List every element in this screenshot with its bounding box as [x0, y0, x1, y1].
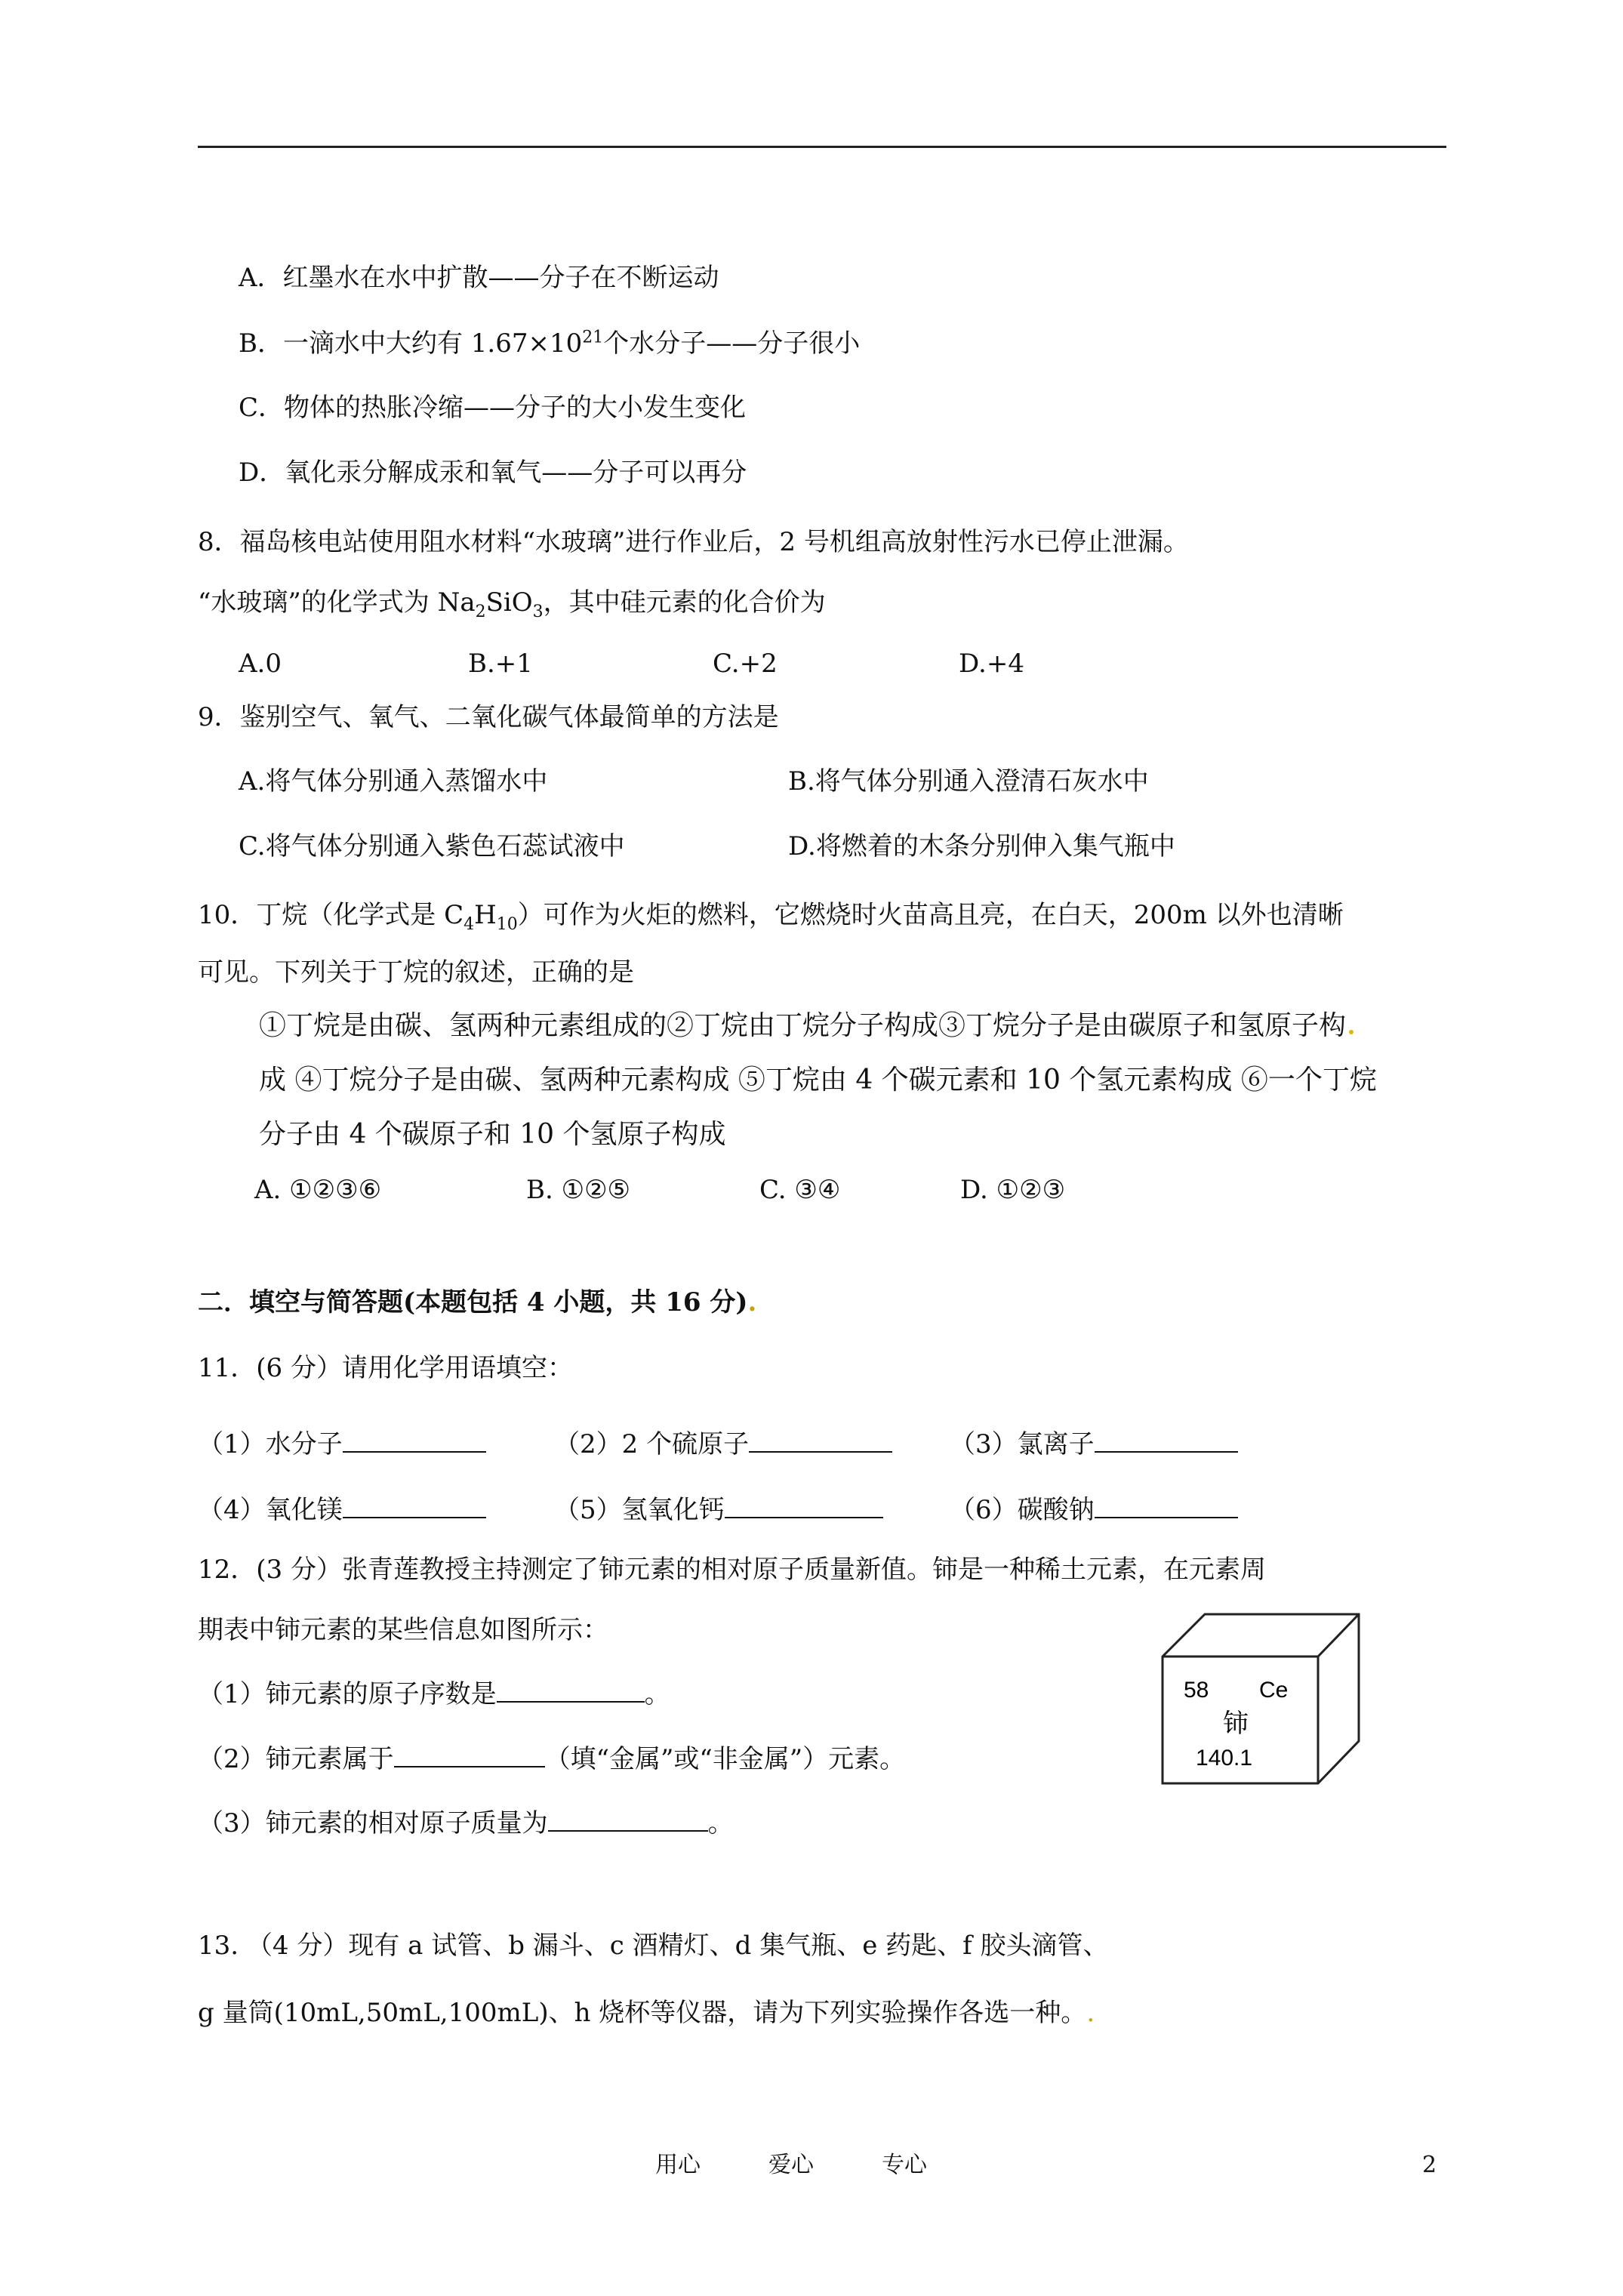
answer-blank[interactable] — [497, 1675, 645, 1703]
q9-option-d: D.将燃着的木条分别伸入集气瓶中 — [788, 831, 1175, 861]
element-name: 铈 — [1223, 1709, 1249, 1739]
q7-option-d: D．氧化汞分解成汞和氧气——分子可以再分 — [239, 458, 747, 488]
q13-stem-line1: 13. （4 分）现有 a 试管、b 漏斗、c 酒精灯、d 集气瓶、e 药匙、f 胶头滴管、 — [198, 1931, 1109, 1961]
answer-blank[interactable] — [749, 1425, 892, 1453]
q11-item-4: （4）氧化镁 — [198, 1491, 486, 1527]
q7-option-a: A．红墨水在水中扩散——分子在不断运动 — [239, 263, 719, 293]
element-mass: 140.1 — [1196, 1746, 1253, 1771]
q10-option-d: D. ①②③ — [960, 1175, 1066, 1205]
q9-stem: 9．鉴别空气、氧气、二氧化碳气体最简单的方法是 — [198, 702, 779, 732]
q11-item-3: （3）氯离子 — [950, 1425, 1238, 1461]
footer-text-mid: 爱心 — [768, 2152, 814, 2178]
q8-option-a: A.0 — [239, 649, 282, 679]
q8-option-c: C.+2 — [713, 649, 778, 679]
yellow-dot — [1349, 1030, 1354, 1034]
q12-sub-1: （1）铈元素的原子序数是 。 — [198, 1675, 670, 1711]
q10-statements-line2: 成 ④丁烷分子是由碳、氢两种元素构成 ⑤丁烷由 4 个碳元素和 10 个氢元素构成 ⑥一个丁烷 — [259, 1065, 1377, 1096]
q7-option-c: C．物体的热胀冷缩——分子的大小发生变化 — [239, 393, 747, 423]
q9-option-a: A.将气体分别通入蒸馏水中 — [239, 766, 548, 797]
q10-stem-line1: 10．丁烷（化学式是 $C_4H_{10}$）可作为火炬的燃料，它燃烧时火苗高且亮，在白天，200m 以外也清晰 — [198, 900, 1344, 934]
answer-blank[interactable] — [548, 1804, 708, 1832]
footer-text-right: 专心 — [882, 2152, 927, 2178]
q12-stem-line1: 12．(3 分）张青莲教授主持测定了铈元素的相对原子质量新值。铈是一种稀土元素，在元素周 — [198, 1555, 1266, 1585]
cerium-element-cube — [1161, 1613, 1365, 1786]
footer-text-left: 用心 — [655, 2152, 701, 2178]
answer-blank[interactable] — [343, 1425, 486, 1453]
element-number: 58 — [1184, 1678, 1209, 1703]
q10-option-c: C. ③④ — [759, 1175, 841, 1205]
section-2-heading: 二．填空与简答题(本题包括 4 小题，共 16 分). — [198, 1287, 757, 1318]
answer-blank[interactable] — [725, 1491, 883, 1518]
q8-stem-line1: 8．福岛核电站使用阻水材料“水玻璃”进行作业后，2 号机组高放射性污水已停止泄漏。 — [198, 527, 1189, 557]
q7-option-b: B．一滴水中大约有 $1.67\times 10^{21}$个水分子——分子很小 — [239, 328, 861, 359]
q10-statements-line1: ①丁烷是由碳、氢两种元素组成的②丁烷由丁烷分子构成③丁烷分子是由碳原子和氢原子构 — [259, 1009, 1354, 1043]
q12-sub-2: （2）铈元素属于 （填“金属”或“非金属”）元素。 — [198, 1740, 905, 1776]
q11-item-2: （2）2 个硫原子 — [554, 1425, 892, 1461]
q9-option-b: B.将气体分别通入澄清石灰水中 — [788, 766, 1149, 797]
answer-blank[interactable] — [343, 1491, 486, 1518]
q8-option-d: D.+4 — [959, 649, 1024, 679]
answer-blank[interactable] — [1095, 1491, 1238, 1518]
q8-option-b: B.+1 — [468, 649, 533, 679]
answer-blank[interactable] — [394, 1740, 545, 1767]
q11-stem: 11．(6 分）请用化学用语填空： — [198, 1353, 573, 1383]
header-rule — [198, 146, 1446, 148]
q12-stem-line2: 期表中铈元素的某些信息如图所示： — [198, 1615, 608, 1645]
q9-option-c: C.将气体分别通入紫色石蕊试液中 — [239, 831, 625, 861]
q13-stem-line2: g 量筒(10mL,50mL,100mL)、h 烧杯等仪器，请为下列实验操作各选一种。. — [198, 1998, 1095, 2028]
element-symbol: Ce — [1259, 1678, 1289, 1703]
q11-item-6: （6）碳酸钠 — [950, 1491, 1238, 1527]
q8-stem-line2: “水玻璃”的化学式为 $Na_2SiO_3$，其中硅元素的化合价为 — [198, 587, 826, 621]
answer-blank[interactable] — [1095, 1425, 1238, 1453]
q10-stem-line2: 可见。下列关于丁烷的叙述，正确的是 — [198, 957, 634, 988]
q10-option-b: B. ①②⑤ — [526, 1175, 631, 1205]
q10-option-a: A. ①②③⑥ — [254, 1175, 382, 1205]
q11-item-1: （1）水分子 — [198, 1425, 486, 1461]
q10-statements-line3: 分子由 4 个碳原子和 10 个氢原子构成 — [259, 1119, 726, 1150]
q11-item-5: （5）氢氧化钙 — [554, 1491, 883, 1527]
page-number: 2 — [1422, 2152, 1437, 2178]
q12-sub-3: （3）铈元素的相对原子质量为 。 — [198, 1804, 734, 1840]
